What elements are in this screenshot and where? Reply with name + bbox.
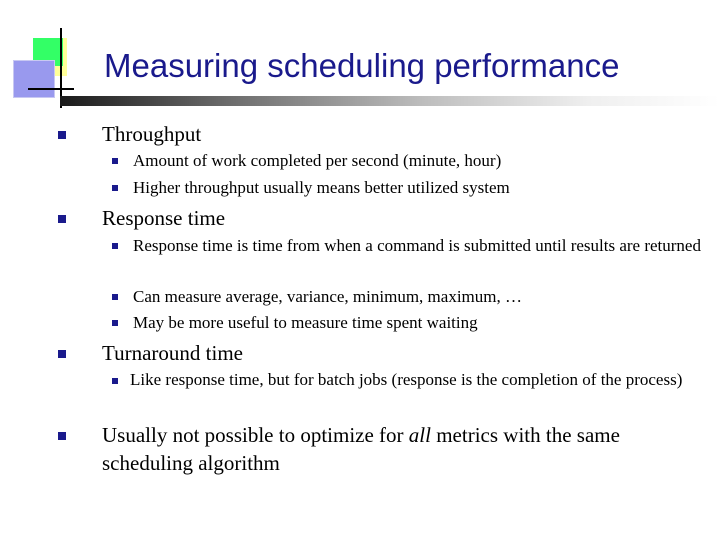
square-bullet-icon [112,158,118,164]
square-bullet-icon [58,215,66,223]
blue-square-shape [13,60,55,98]
sub-bullet-throughput-1: Amount of work completed per second (minute, hour) [133,151,502,170]
bullet-response-time: Response time [102,206,226,230]
sub-bullet-response-3: May be more useful to measure time spent waiting [133,313,478,332]
square-bullet-icon [112,243,118,249]
note-emphasis: all [408,423,431,447]
square-bullet-icon [58,131,66,139]
sub-bullet-response-1: Response time is time from when a command is submitted until results are returned [133,236,701,255]
note-text-after: metrics with the same scheduling algorithm [102,423,620,475]
square-bullet-icon [112,294,118,300]
title-underline-gradient [60,96,720,106]
note-text-before: Usually not possible to optimize for [102,423,409,447]
square-bullet-icon [58,350,66,358]
square-bullet-icon [112,185,118,191]
bullet-optimization-note [102,421,707,477]
square-bullet-icon [112,378,118,384]
slide-title: Measuring scheduling performance [104,47,620,84]
bullet-throughput: Throughput [102,122,202,146]
square-bullet-icon [58,432,66,440]
sub-bullet-response-2: Can measure average, variance, minimum, maximum, … [133,287,522,306]
sub-bullet-turnaround-1: Like response time, but for batch jobs (response is the completion of the process) [130,370,683,389]
square-bullet-icon [112,320,118,326]
sub-bullet-throughput-2: Higher throughput usually means better utilized system [133,178,510,197]
bullet-turnaround-time: Turnaround time [102,341,243,365]
horizontal-line-shape [28,88,74,90]
